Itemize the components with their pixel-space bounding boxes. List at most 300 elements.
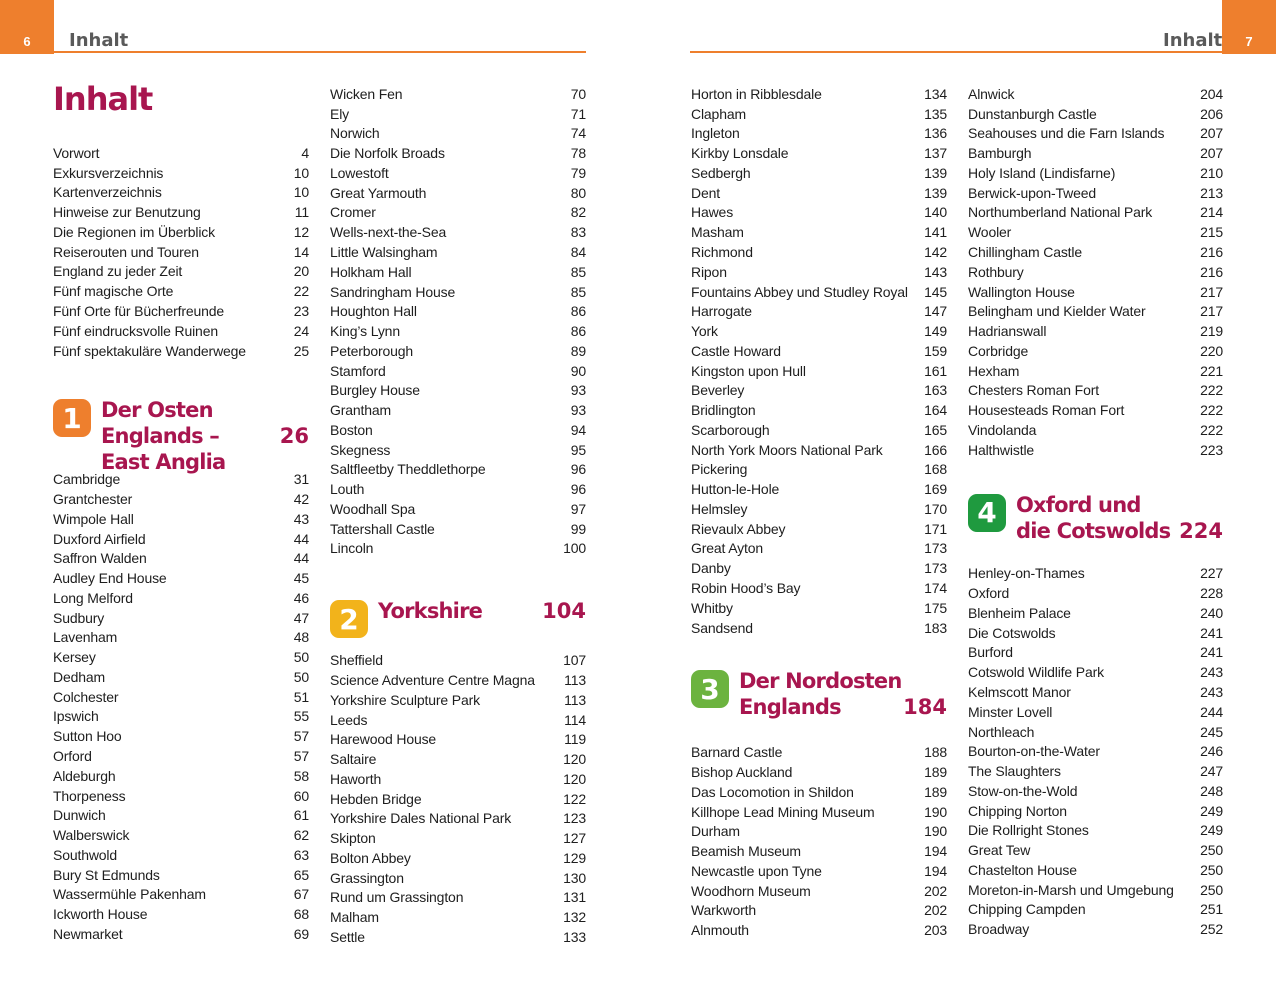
toc-entry-page: 93 [570, 402, 586, 419]
toc-entry[interactable] [691, 282, 947, 302]
toc-entry[interactable] [968, 900, 1223, 920]
toc-entry-page: 222 [1200, 421, 1223, 438]
toc-entry[interactable] [53, 845, 309, 865]
toc-entry-title: Skegness [330, 441, 391, 458]
toc-entry-page: 164 [924, 402, 947, 419]
toc-entry[interactable] [691, 380, 947, 400]
toc-entry-title: Corbridge [968, 342, 1029, 359]
toc-entry[interactable] [330, 183, 586, 203]
toc-entry-page: 82 [570, 204, 586, 221]
toc-entry-title: Bishop Auckland [691, 764, 793, 781]
toc-entry[interactable] [330, 499, 586, 519]
toc-entry-title: Long Melford [53, 589, 133, 606]
toc-entry[interactable] [53, 885, 309, 905]
toc-entry-page: 189 [924, 783, 947, 800]
toc-entry-page: 244 [1200, 703, 1223, 720]
toc-entry-page: 248 [1200, 782, 1223, 799]
toc-entry[interactable] [968, 143, 1223, 163]
toc-entry[interactable] [53, 667, 309, 687]
toc-entry[interactable] [968, 420, 1223, 440]
toc-entry[interactable] [691, 598, 947, 618]
toc-entry[interactable] [691, 920, 947, 940]
toc-entry-page: 86 [570, 303, 586, 320]
toc-entry[interactable] [53, 262, 309, 282]
toc-entry[interactable] [691, 262, 947, 282]
toc-entry-page: 135 [924, 105, 947, 122]
toc-entry[interactable] [691, 440, 947, 460]
toc-entry-title: Holy Island (Lindisfarne) [968, 164, 1116, 181]
toc-entry[interactable] [691, 782, 947, 802]
toc-entry-page: 46 [293, 589, 309, 606]
toc-entry-title: Scarborough [691, 421, 770, 438]
toc-entry[interactable] [330, 262, 586, 282]
toc-entry[interactable] [330, 143, 586, 163]
toc-entry-title: Chesters Roman Fort [968, 382, 1099, 399]
section-3-heading[interactable] [691, 668, 947, 720]
toc-entry-title: Kirkby Lonsdale [691, 145, 789, 162]
toc-entry-page: 86 [570, 323, 586, 340]
toc-entry[interactable] [691, 301, 947, 321]
toc-entry-page: 47 [293, 609, 309, 626]
toc-entry[interactable] [53, 726, 309, 746]
toc-entry[interactable] [691, 881, 947, 901]
toc-entry[interactable] [691, 321, 947, 341]
toc-entry[interactable] [968, 222, 1223, 242]
toc-entry-title: Alnwick [968, 85, 1015, 102]
toc-entry-title: North York Moors National Park [691, 441, 883, 458]
toc-entry[interactable] [53, 588, 309, 608]
toc-entry[interactable] [968, 880, 1223, 900]
toc-entry[interactable] [330, 650, 586, 670]
toc-entry[interactable] [968, 400, 1223, 420]
toc-entry[interactable] [968, 623, 1223, 643]
toc-entry[interactable] [330, 163, 586, 183]
toc-entry[interactable] [968, 163, 1223, 183]
section-2-heading[interactable] [330, 598, 586, 642]
toc-entry[interactable] [691, 558, 947, 578]
toc-entry[interactable] [968, 603, 1223, 623]
toc-entry-page: 61 [293, 807, 309, 824]
toc-entry-title: Grantham [330, 402, 392, 419]
toc-entry-title: Cromer [330, 204, 376, 221]
toc-entry[interactable] [691, 901, 947, 921]
toc-entry[interactable] [53, 321, 309, 341]
toc-entry-page: 25 [293, 342, 309, 359]
toc-entry-page: 129 [563, 849, 586, 866]
toc-entry[interactable] [53, 301, 309, 321]
toc-entry[interactable] [691, 163, 947, 183]
toc-entry-page: 74 [570, 125, 586, 142]
toc-entry-page: 68 [293, 906, 309, 923]
toc-entry-page: 113 [564, 691, 586, 708]
toc-entry[interactable] [330, 927, 586, 947]
section-1-list-continued [330, 84, 586, 558]
toc-entry[interactable] [691, 618, 947, 638]
toc-entry[interactable] [968, 203, 1223, 223]
toc-entry-title: Seahouses und die Farn Islands [968, 125, 1165, 142]
toc-entry-page: 206 [1200, 105, 1223, 122]
toc-entry-title: Wooler [968, 224, 1012, 241]
section-1-heading[interactable] [53, 397, 309, 475]
toc-entry-page: 241 [1200, 624, 1223, 641]
toc-entry-title: Chillingham Castle [968, 244, 1083, 260]
toc-entry-title: Stamford [330, 362, 386, 379]
toc-entry-page: 247 [1200, 763, 1223, 780]
toc-entry-title: Wassermühle Pakenham [53, 886, 206, 903]
toc-entry-page: 94 [570, 421, 586, 438]
toc-entry[interactable] [330, 907, 586, 927]
toc-entry[interactable] [330, 84, 586, 104]
toc-entry[interactable] [968, 361, 1223, 381]
toc-entry-title: Richmond [691, 244, 753, 260]
toc-entry-title: Sandsend [691, 619, 753, 636]
toc-entry[interactable] [330, 519, 586, 539]
toc-entry-page: 63 [293, 846, 309, 863]
toc-entry-title: Saffron Walden [53, 550, 147, 567]
toc-entry[interactable] [968, 564, 1223, 584]
toc-entry[interactable] [330, 769, 586, 789]
toc-entry-title: Minster Lovell [968, 703, 1053, 720]
toc-entry-page: 245 [1200, 723, 1223, 740]
toc-entry-page: 246 [1200, 743, 1223, 760]
toc-entry-title: Ickworth House [53, 906, 148, 923]
toc-entry[interactable] [330, 670, 586, 690]
toc-entry-title: Harrogate [691, 303, 752, 320]
toc-entry-title: Danby [691, 560, 731, 577]
toc-entry[interactable] [330, 868, 586, 888]
toc-entry[interactable] [691, 341, 947, 361]
toc-entry[interactable] [968, 262, 1223, 282]
toc-entry-page: 190 [924, 803, 947, 820]
toc-entry-title: Beamish Museum [691, 843, 801, 860]
toc-entry-title: Rund um Grassington [330, 889, 464, 906]
toc-entry[interactable] [330, 440, 586, 460]
toc-entry-title: Wimpole Hall [53, 510, 134, 527]
toc-entry[interactable] [691, 104, 947, 124]
toc-entry-title: Chipping Norton [968, 802, 1067, 819]
toc-entry-page: 10 [293, 164, 309, 181]
toc-entry[interactable] [330, 104, 586, 124]
toc-entry[interactable] [330, 341, 586, 361]
toc-entry[interactable] [53, 647, 309, 667]
toc-entry[interactable] [968, 860, 1223, 880]
toc-entry[interactable] [968, 741, 1223, 761]
toc-entry[interactable] [691, 420, 947, 440]
toc-entry-title: Hexham [968, 362, 1020, 379]
toc-entry-title: Exkursverzeichnis [53, 164, 164, 181]
toc-entry[interactable] [53, 628, 309, 648]
toc-entry[interactable] [330, 282, 586, 302]
toc-entry-page: 83 [570, 224, 586, 241]
toc-entry[interactable] [691, 802, 947, 822]
toc-entry-page: 130 [563, 869, 586, 886]
toc-entry[interactable] [330, 848, 586, 868]
toc-entry-page: 173 [924, 540, 947, 557]
toc-entry[interactable] [53, 163, 309, 183]
toc-entry[interactable] [330, 828, 586, 848]
toc-entry-page: 20 [293, 263, 309, 280]
toc-entry[interactable] [53, 786, 309, 806]
toc-entry[interactable] [53, 548, 309, 568]
toc-entry-title: Housesteads Roman Fort [968, 402, 1125, 419]
toc-entry-title: Newcastle upon Tyne [691, 862, 822, 879]
toc-entry[interactable] [330, 124, 586, 144]
toc-entry[interactable] [330, 222, 586, 242]
toc-entry-page: 174 [924, 580, 947, 597]
toc-entry-page: 120 [563, 751, 586, 768]
toc-entry[interactable] [330, 789, 586, 809]
toc-entry[interactable] [330, 400, 586, 420]
toc-entry-page: 67 [293, 886, 309, 903]
toc-entry-page: 137 [924, 145, 947, 162]
toc-entry[interactable] [691, 203, 947, 223]
toc-entry-title: Hawes [691, 204, 734, 221]
toc-entry-page: 48 [293, 629, 309, 646]
toc-entry-title: Broadway [968, 921, 1030, 938]
toc-entry-page: 250 [1200, 861, 1223, 878]
toc-entry-title: Aldeburgh [53, 767, 116, 784]
toc-entry[interactable] [691, 479, 947, 499]
toc-entry-title: Grassington [330, 869, 404, 886]
toc-entry[interactable] [53, 281, 309, 301]
toc-entry[interactable] [330, 479, 586, 499]
toc-entry-page: 228 [1200, 585, 1223, 602]
toc-entry[interactable] [968, 781, 1223, 801]
toc-entry[interactable] [691, 183, 947, 203]
toc-entry[interactable] [330, 361, 586, 381]
toc-entry[interactable] [330, 242, 586, 262]
toc-entry-page: 43 [293, 510, 309, 527]
toc-entry-title: Yorkshire Sculpture Park [330, 691, 480, 708]
toc-entry[interactable] [968, 702, 1223, 722]
toc-entry[interactable] [53, 608, 309, 628]
toc-entry[interactable] [968, 242, 1223, 262]
toc-column-1 [53, 143, 309, 944]
toc-entry-page: 50 [293, 649, 309, 666]
toc-entry[interactable] [330, 460, 586, 480]
toc-entry-title: The Slaughters [968, 763, 1061, 780]
toc-entry[interactable] [330, 729, 586, 749]
toc-entry[interactable] [53, 341, 309, 361]
toc-entry-title: Ipswich [53, 708, 99, 725]
toc-entry[interactable] [691, 578, 947, 598]
toc-entry-title: Vorwort [53, 144, 100, 161]
toc-entry[interactable] [968, 124, 1223, 144]
toc-entry[interactable] [330, 301, 586, 321]
toc-entry-title: Fünf magische Orte [53, 283, 174, 300]
toc-entry-title: Peterborough [330, 342, 414, 359]
toc-entry-page: 113 [564, 672, 586, 689]
toc-entry[interactable] [330, 380, 586, 400]
toc-entry[interactable] [968, 183, 1223, 203]
toc-entry[interactable] [53, 746, 309, 766]
toc-entry-title: Saltfleetby Theddlethorpe [330, 461, 486, 478]
toc-entry[interactable] [691, 242, 947, 262]
section-1-list [53, 469, 309, 943]
toc-entry-title: King’s Lynn [330, 323, 400, 340]
toc-entry-page: 250 [1200, 881, 1223, 898]
toc-entry[interactable] [53, 183, 309, 203]
toc-entry-page: 222 [1200, 402, 1223, 419]
toc-entry[interactable] [691, 222, 947, 242]
toc-entry-title: Sudbury [53, 609, 105, 626]
toc-entry-title: Helmsley [691, 500, 748, 517]
toc-entry[interactable] [691, 742, 947, 762]
toc-entry[interactable] [968, 840, 1223, 860]
toc-entry-page: 141 [924, 224, 947, 241]
section-4-list [968, 564, 1223, 940]
toc-entry-title: Southwold [53, 846, 118, 863]
toc-entry-page: 194 [924, 862, 947, 879]
toc-entry-title: Die Cotswolds [968, 624, 1056, 641]
toc-entry-page: 131 [563, 889, 586, 906]
toc-entry[interactable] [691, 519, 947, 539]
toc-entry-page: 140 [924, 204, 947, 221]
toc-entry-page: 210 [1200, 164, 1223, 181]
toc-entry[interactable] [691, 84, 947, 104]
toc-entry[interactable] [968, 682, 1223, 702]
toc-entry[interactable] [53, 805, 309, 825]
toc-entry-title: Killhope Lead Mining Museum [691, 803, 875, 820]
toc-entry-title: Saltaire [330, 751, 377, 768]
toc-entry-title: Henley-on-Thames [968, 565, 1085, 582]
toc-entry[interactable] [53, 143, 309, 163]
toc-entry[interactable] [330, 809, 586, 829]
toc-entry[interactable] [53, 529, 309, 549]
toc-entry[interactable] [968, 662, 1223, 682]
toc-entry[interactable] [53, 222, 309, 242]
toc-entry-page: 44 [293, 530, 309, 547]
header-rule-right [690, 51, 1222, 53]
toc-entry-page: 99 [570, 520, 586, 537]
toc-entry[interactable] [968, 282, 1223, 302]
toc-entry-title: Sutton Hoo [53, 728, 122, 745]
toc-entry-page: 31 [293, 471, 309, 488]
toc-entry[interactable] [53, 687, 309, 707]
toc-entry[interactable] [968, 301, 1223, 321]
toc-entry-title: Houghton Hall [330, 303, 417, 320]
section-title: Yorkshire [378, 599, 483, 624]
toc-entry-title: Horton in Ribblesdale [691, 85, 822, 102]
toc-entry-page: 202 [924, 902, 947, 919]
toc-entry-title: Pickering [691, 461, 748, 478]
toc-entry[interactable] [691, 841, 947, 861]
toc-entry[interactable] [968, 821, 1223, 841]
toc-column-2 [330, 84, 586, 947]
toc-entry-page: 136 [924, 125, 947, 142]
toc-entry[interactable] [691, 762, 947, 782]
toc-entry[interactable] [53, 568, 309, 588]
toc-entry-title: Holkham Hall [330, 263, 412, 280]
toc-entry[interactable] [53, 766, 309, 786]
toc-entry-page: 65 [293, 866, 309, 883]
toc-entry-title: Warkworth [691, 902, 757, 919]
toc-entry[interactable] [53, 924, 309, 944]
toc-entry[interactable] [968, 84, 1223, 104]
toc-entry[interactable] [53, 509, 309, 529]
toc-entry[interactable] [968, 321, 1223, 341]
toc-entry[interactable] [968, 801, 1223, 821]
toc-entry[interactable] [691, 822, 947, 842]
toc-entry-title: Settle [330, 928, 365, 945]
toc-entry-page: 243 [1200, 684, 1223, 701]
toc-entry[interactable] [330, 321, 586, 341]
toc-entry[interactable] [968, 104, 1223, 124]
toc-column-3 [691, 84, 947, 940]
toc-entry-title: Lincoln [330, 540, 374, 557]
toc-entry-page: 227 [1200, 565, 1223, 582]
toc-entry-title: Masham [691, 224, 744, 241]
toc-entry-page: 215 [1200, 224, 1223, 241]
toc-entry[interactable] [691, 143, 947, 163]
toc-entry[interactable] [968, 643, 1223, 663]
toc-entry-title: Fünf Orte für Bücherfreunde [53, 303, 225, 319]
toc-entry-page: 161 [924, 362, 947, 379]
section-number-badge: 3 [691, 670, 729, 708]
toc-entry-title: Wallington House [968, 283, 1075, 300]
toc-entry-page: 222 [1200, 382, 1223, 399]
toc-entry[interactable] [691, 539, 947, 559]
toc-entry-page: 213 [1200, 184, 1223, 201]
toc-entry-title: Clapham [691, 105, 746, 122]
section-3-list [691, 742, 947, 940]
toc-entry-page: 122 [563, 790, 586, 807]
toc-entry[interactable] [330, 710, 586, 730]
toc-entry[interactable] [691, 124, 947, 144]
toc-entry[interactable] [968, 583, 1223, 603]
toc-entry[interactable] [53, 904, 309, 924]
toc-entry-title: Newmarket [53, 925, 123, 942]
toc-entry[interactable] [968, 341, 1223, 361]
toc-entry[interactable] [330, 690, 586, 710]
toc-entry[interactable] [968, 919, 1223, 939]
toc-entry[interactable] [53, 865, 309, 885]
toc-entry[interactable] [691, 499, 947, 519]
toc-entry[interactable] [330, 420, 586, 440]
toc-entry[interactable] [968, 761, 1223, 781]
toc-entry-title: Harewood House [330, 731, 437, 748]
toc-entry-title: Alnmouth [691, 922, 749, 939]
toc-entry-title: Stow-on-the-Wold [968, 782, 1078, 799]
toc-entry[interactable] [53, 242, 309, 262]
toc-entry[interactable] [691, 400, 947, 420]
toc-entry-title: Burford [968, 644, 1013, 661]
toc-entry[interactable] [968, 380, 1223, 400]
toc-entry-title: Wells-next-the-Sea [330, 224, 447, 241]
toc-entry[interactable] [691, 361, 947, 381]
toc-entry[interactable] [53, 707, 309, 727]
toc-entry-page: 93 [570, 382, 586, 399]
toc-entry[interactable] [53, 825, 309, 845]
toc-entry[interactable] [691, 460, 947, 480]
toc-entry[interactable] [53, 202, 309, 222]
toc-entry-title: Bamburgh [968, 145, 1032, 162]
toc-entry-page: 60 [293, 787, 309, 804]
toc-entry[interactable] [968, 722, 1223, 742]
section-title: Der Nordosten Englands [739, 669, 902, 720]
toc-entry[interactable] [53, 489, 309, 509]
toc-entry-page: 70 [570, 85, 586, 102]
toc-entry-page: 133 [563, 928, 586, 945]
toc-entry[interactable] [330, 203, 586, 223]
toc-entry[interactable] [691, 861, 947, 881]
section-4-heading[interactable] [968, 492, 1223, 544]
toc-entry[interactable] [330, 888, 586, 908]
toc-entry[interactable] [330, 749, 586, 769]
toc-entry-title: Berwick-upon-Tweed [968, 184, 1097, 201]
toc-entry[interactable] [968, 440, 1223, 460]
toc-entry[interactable] [330, 539, 586, 559]
